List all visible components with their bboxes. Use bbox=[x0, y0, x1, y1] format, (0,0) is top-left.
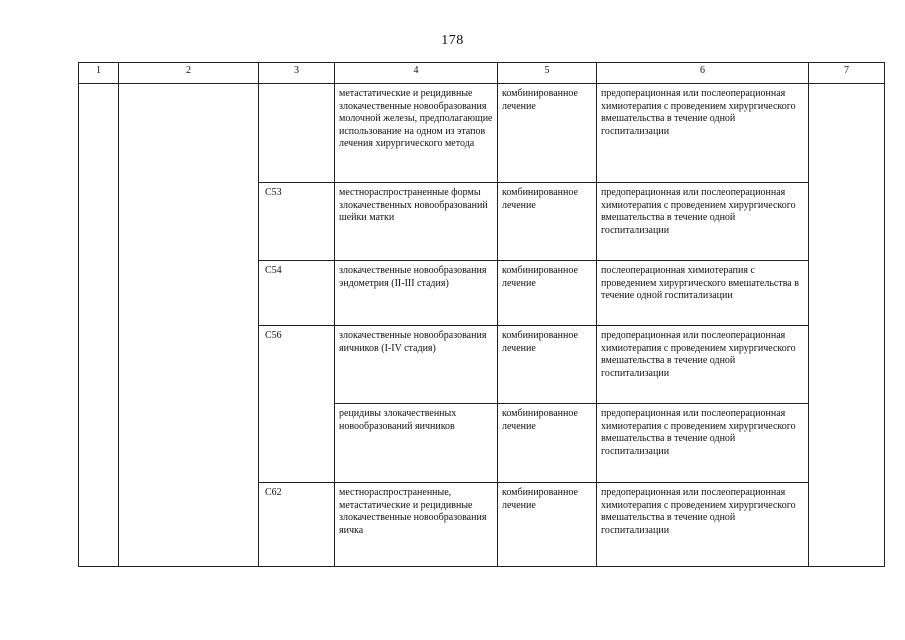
diagnosis-text: рецидивы злокачественных новообразований яичников bbox=[339, 408, 457, 432]
icd-code: C56 bbox=[265, 330, 282, 341]
column-number-header bbox=[79, 63, 885, 84]
code-cell bbox=[259, 326, 335, 483]
treatment-type-cell bbox=[498, 404, 597, 483]
diagnosis-text: метастатические и рецидивные злокачественные новообразования молочной железы, предполагающие использование на одном из этапов лечения хирургического метода bbox=[339, 88, 493, 149]
diagnosis-cell bbox=[335, 183, 498, 261]
diagnosis-text: злокачественные новообразования яичников (I-IV стадия) bbox=[339, 330, 487, 354]
treatment-type-cell bbox=[498, 483, 597, 567]
method-text: предоперационная или послеоперационная химиотерапия с проведением хирургического вмешательства в течение одной госпитализации bbox=[601, 330, 796, 379]
diagnosis-cell bbox=[335, 404, 498, 483]
method-text: предоперационная или послеоперационная химиотерапия с проведением хирургического вмешательства в течение одной госпитализации bbox=[601, 408, 796, 457]
diagnosis-cell bbox=[335, 261, 498, 326]
column-7-cell bbox=[809, 84, 885, 567]
treatment-type-text: комбинированное лечение bbox=[502, 408, 578, 432]
icd-code: C53 bbox=[265, 187, 282, 198]
treatment-type-text: комбинированное лечение bbox=[502, 265, 578, 289]
column-1-cell bbox=[79, 84, 119, 567]
method-cell bbox=[597, 483, 809, 567]
column-number-7: 7 bbox=[809, 63, 885, 84]
code-cell bbox=[259, 483, 335, 567]
code-cell bbox=[259, 84, 335, 183]
treatment-type-cell bbox=[498, 261, 597, 326]
method-text: послеоперационная химиотерапия с проведением хирургического вмешательства в течение одной госпитализации bbox=[601, 265, 799, 301]
method-cell bbox=[597, 84, 809, 183]
treatment-type-text: комбинированное лечение bbox=[502, 187, 578, 211]
treatment-type-cell bbox=[498, 183, 597, 261]
treatment-table bbox=[78, 62, 885, 567]
column-number-6: 6 bbox=[597, 63, 809, 84]
column-number-1: 1 bbox=[79, 63, 119, 84]
treatment-type-text: комбинированное лечение bbox=[502, 88, 578, 112]
code-cell bbox=[259, 183, 335, 261]
treatment-type-cell bbox=[498, 84, 597, 183]
method-text: предоперационная или послеоперационная химиотерапия с проведением хирургического вмешательства в течение одной госпитализации bbox=[601, 187, 796, 236]
diagnosis-cell bbox=[335, 84, 498, 183]
diagnosis-text: местнораспространенные, метастатические и рецидивные злокачественные новообразования яичка bbox=[339, 487, 487, 536]
icd-code: C62 bbox=[265, 487, 282, 498]
diagnosis-text: злокачественные новообразования эндометрия (II-III стадия) bbox=[339, 265, 487, 289]
column-number-3: 3 bbox=[259, 63, 335, 84]
code-cell bbox=[259, 261, 335, 326]
method-cell bbox=[597, 261, 809, 326]
treatment-type-text: комбинированное лечение bbox=[502, 487, 578, 511]
page-number: 178 bbox=[441, 33, 464, 48]
method-text: предоперационная или послеоперационная химиотерапия с проведением хирургического вмешательства в течение одной госпитализации bbox=[601, 88, 796, 137]
column-number-2: 2 bbox=[119, 63, 259, 84]
treatment-type-cell bbox=[498, 326, 597, 404]
diagnosis-cell bbox=[335, 326, 498, 404]
method-cell bbox=[597, 183, 809, 261]
diagnosis-text: местнораспространенные формы злокачественных новообразований шейки матки bbox=[339, 187, 488, 223]
method-text: предоперационная или послеоперационная химиотерапия с проведением хирургического вмешательства в течение одной госпитализации bbox=[601, 487, 796, 536]
column-number-5: 5 bbox=[498, 63, 597, 84]
method-cell bbox=[597, 404, 809, 483]
icd-code: C54 bbox=[265, 265, 282, 276]
method-cell bbox=[597, 326, 809, 404]
column-number-4: 4 bbox=[335, 63, 498, 84]
column-2-cell bbox=[119, 84, 259, 567]
diagnosis-cell bbox=[335, 483, 498, 567]
treatment-type-text: комбинированное лечение bbox=[502, 330, 578, 354]
table-row bbox=[79, 84, 885, 183]
